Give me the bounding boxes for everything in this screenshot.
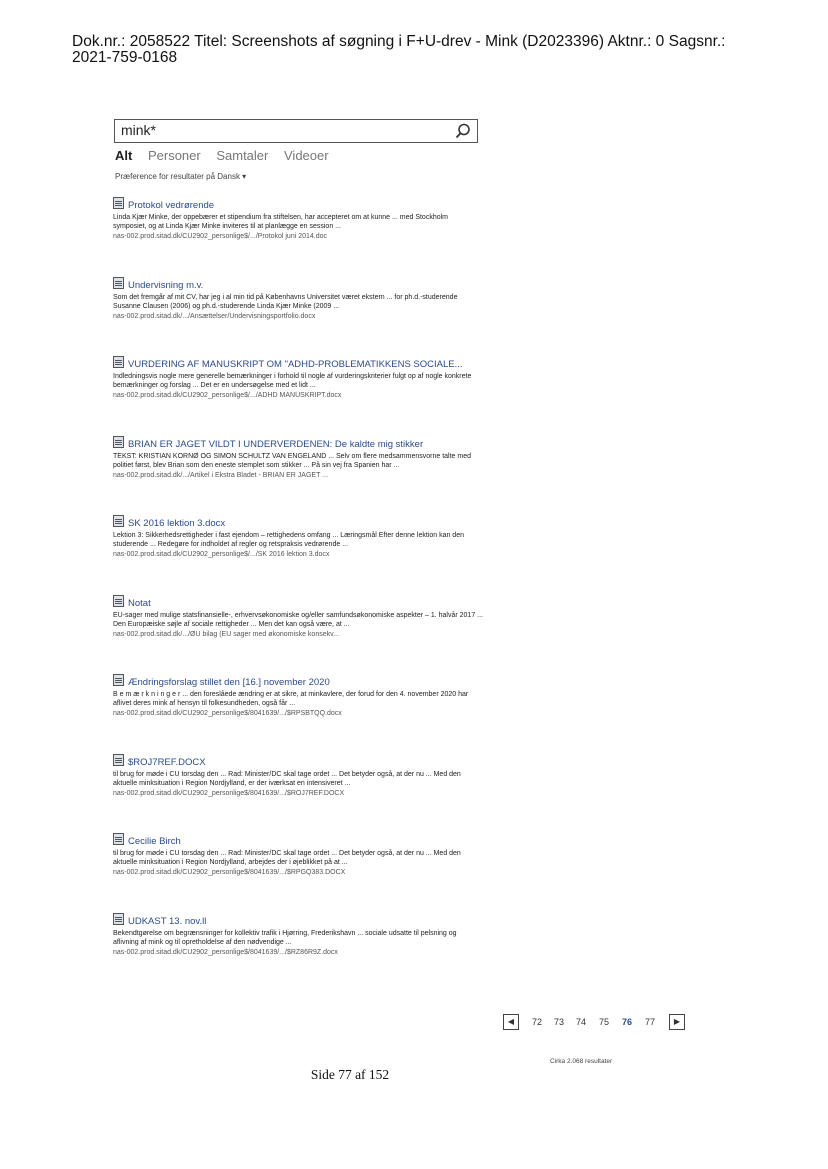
result-path: nas-002.prod.sitad.dk/.../Ansættelser/Undervisningsportfolio.docx bbox=[113, 312, 316, 320]
tab-all[interactable]: Alt bbox=[115, 148, 133, 163]
search-input[interactable] bbox=[114, 119, 478, 143]
language-preference-dropdown[interactable]: Præference for resultater på Dansk ▾ bbox=[115, 172, 247, 181]
result-path: nas-002.prod.sitad.dk/CU2902_personlige$/.../ADHD MANUSKRIPT.docx bbox=[113, 392, 342, 399]
result-snippet: til brug for møde i CU torsdag den ... Rad: Minister/DC skal tage ordet ... Det betyder også, at der nu ... Med den aktuelle minksituation i Region Nordjylland, arbejdes der i øjeblikket på at ... bbox=[113, 850, 461, 866]
results-list bbox=[113, 197, 483, 992]
result-snippet: EU-sager med mulige statsfinansielle-, erhvervsøkonomiske og/eller samfundsøkonomiske aspekter – 1. halvår 2017 ... Den Europæiske søjle af sociale rettigheder ... Men det kan også være, at ... bbox=[113, 611, 483, 628]
document-icon bbox=[113, 197, 124, 209]
result-item bbox=[113, 674, 483, 754]
result-title-link[interactable]: Cecilie Birch bbox=[128, 836, 181, 847]
document-icon bbox=[113, 913, 124, 925]
search-icon[interactable] bbox=[454, 122, 472, 140]
header-line-1: Dok.nr.: 2058522 Titel: Screenshots af søgning i F+U-drev - Mink (D2023396) Aktnr.: 0 Sagsnr.: bbox=[72, 33, 726, 50]
result-path: nas-002.prod.sitad.dk/CU2902_personlige$/.../SK 2016 lektion 3.docx bbox=[113, 551, 330, 558]
result-item bbox=[113, 754, 483, 834]
result-snippet: B e m æ r k n i n g e r ... den foreslåede ændring er at sikre, at minkavlere, der forud for den 4. november 2020 har aflivet deres mink af hensyn til folkesundheden, også får ... bbox=[113, 691, 469, 707]
result-item bbox=[113, 436, 483, 516]
document-icon bbox=[113, 277, 124, 289]
page-link-72[interactable]: 72 bbox=[532, 1017, 543, 1027]
result-title-link[interactable]: $ROJ7REF.DOCX bbox=[128, 756, 206, 768]
page-link-73[interactable]: 73 bbox=[554, 1017, 565, 1027]
document-icon bbox=[113, 674, 124, 686]
scope-tabs bbox=[115, 148, 341, 163]
tab-conversations[interactable]: Samtaler bbox=[216, 148, 269, 163]
header-line-2: 2021-759-0168 bbox=[72, 49, 178, 66]
results-count: Cirka 2.068 resultater bbox=[550, 1058, 613, 1065]
page-link-75[interactable]: 75 bbox=[599, 1017, 610, 1027]
result-title-link[interactable]: Protokol vedrørende bbox=[128, 200, 215, 211]
result-title-link[interactable]: Notat bbox=[128, 597, 151, 609]
result-path: nas-002.prod.sitad.dk/CU2902_personlige$/8041639/.../$RPGQ383.DOCX bbox=[113, 869, 346, 876]
search-query[interactable]: mink* bbox=[121, 122, 157, 138]
result-snippet: Lektion 3: Sikkerhedsrettigheder i fast ejendom – rettighedens omfang ... Læringsmål Efter denne lektion kan den studerende ... Redegøre for indholdet af regler og retspraksis vedrørende ... bbox=[113, 532, 464, 548]
result-snippet: Bekendtgørelse om begrænsninger for kollektiv trafik i Hjørring, Frederikshavn ... sociale udsatte til pelsning og aflivning af mink og til opretholdelse af den nødvendige ... bbox=[113, 929, 457, 946]
result-snippet: til brug for møde i CU torsdag den ... Rad: Minister/DC skal tage ordet ... Det betyder også, at der nu ... Med den aktuelle minksituation i Region Nordjylland, er der iværksat en intensiveret ... bbox=[113, 770, 461, 787]
result-path: nas-002.prod.sitad.dk/.../ØU bilag (EU sager med økonomiske konsekv... bbox=[113, 630, 339, 638]
page-link-77[interactable]: 77 bbox=[645, 1017, 656, 1027]
document-icon bbox=[113, 515, 124, 527]
result-snippet: Linda Kjær Minke, der oppebærer et stipendium fra stiftelsen, har accepteret om at kunne ... med Stockholm symposiet, og at Linda Kjær Minke inviteres til at planlægge en session ... bbox=[113, 214, 448, 230]
result-path: nas-002.prod.sitad.dk/CU2902_personlige$/8041639/.../$RPSBTQQ.docx bbox=[113, 710, 342, 717]
result-path: nas-002.prod.sitad.dk/CU2902_personlige$/8041639/.../$ROJ7REF.DOCX bbox=[113, 789, 345, 797]
document-header bbox=[72, 34, 792, 66]
result-title-link[interactable]: VURDERING AF MANUSKRIPT OM "ADHD-PROBLEMATIKKENS SOCIALE... bbox=[128, 359, 463, 370]
tab-people[interactable]: Personer bbox=[147, 148, 201, 163]
tab-videos[interactable]: Videoer bbox=[284, 148, 329, 163]
result-title-link[interactable]: BRIAN ER JAGET VILDT I UNDERVERDENEN: De kaldte mig stikker bbox=[128, 438, 424, 450]
document-icon bbox=[113, 595, 124, 607]
page-number-footer: Side 77 af 152 bbox=[310, 1067, 390, 1082]
result-item bbox=[113, 277, 483, 357]
result-title-link[interactable]: Undervisning m.v. bbox=[128, 279, 204, 291]
result-path: nas-002.prod.sitad.dk/CU2902_personlige$/.../Protokol juni 2014.doc bbox=[113, 233, 328, 240]
result-title-link[interactable]: Ændringsforslag stillet den [16.] november 2020 bbox=[128, 677, 330, 688]
document-icon bbox=[113, 436, 124, 448]
result-snippet: Som det fremgår af mit CV, har jeg i al min tid på Københavns Universitet været ekstern ... for ph.d.-studerende Susanne Clausen (2006) og ph.d.-studerende Linda Kjær Minke (2009 ... bbox=[113, 293, 458, 310]
result-item bbox=[113, 515, 483, 595]
document-icon bbox=[113, 356, 124, 368]
document-icon bbox=[113, 754, 124, 766]
previous-page-button[interactable]: ◀ bbox=[503, 1014, 519, 1030]
next-page-button[interactable]: ▶ bbox=[669, 1014, 685, 1030]
result-item bbox=[113, 356, 483, 436]
page-link-74[interactable]: 74 bbox=[576, 1017, 587, 1027]
page-link-76-current[interactable]: 76 bbox=[622, 1017, 633, 1027]
result-path: nas-002.prod.sitad.dk/.../Artikel i Ekstra Bladet - BRIAN ER JAGET ... bbox=[113, 471, 329, 479]
result-snippet: TEKST: KRISTIAN KORNØ OG SIMON SCHULTZ VAN ENGELAND ... Selv om flere medsammensvorne talte med politiet først, blev Brian som den eneste stemplet som stikker ... På sin vej fra Spanien har ... bbox=[113, 452, 471, 469]
result-item bbox=[113, 833, 483, 913]
result-item bbox=[113, 197, 483, 277]
result-item bbox=[113, 595, 483, 675]
result-path: nas-002.prod.sitad.dk/CU2902_personlige$/8041639/.../$RZ86R9Z.docx bbox=[113, 948, 338, 956]
result-title-link[interactable]: UDKAST 13. nov.ll bbox=[128, 915, 207, 927]
result-item bbox=[113, 913, 483, 993]
result-title-link[interactable]: SK 2016 lektion 3.docx bbox=[128, 518, 226, 529]
result-snippet: Indledningsvis nogle mere generelle bemærkninger i forhold til nogle af vurderingskriterier fulgt op af nogle konkrete bemærkninger og forslag ... Det er en undersøgelse med et lidt ... bbox=[113, 373, 472, 389]
document-icon bbox=[113, 833, 124, 845]
